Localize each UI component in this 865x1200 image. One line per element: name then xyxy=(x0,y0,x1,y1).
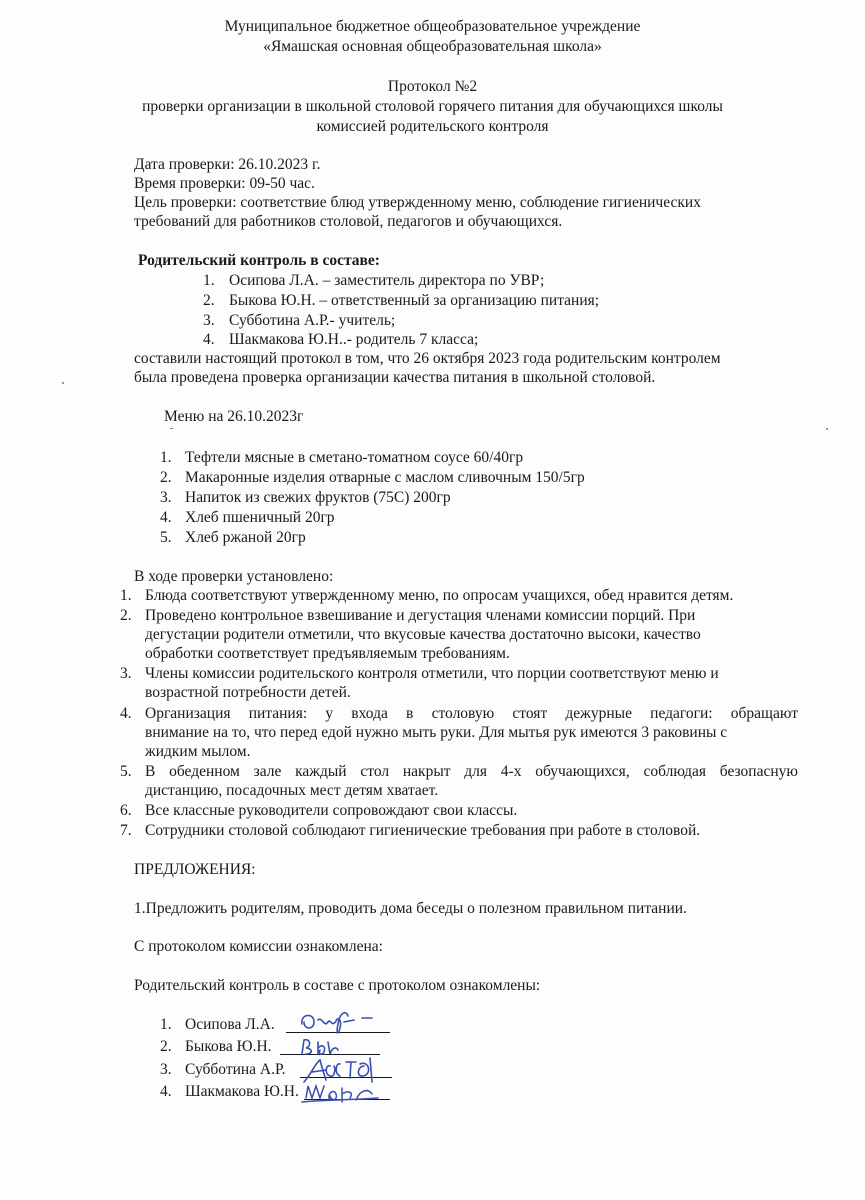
menu-item: Хлеб пшеничный 20гр xyxy=(185,509,335,526)
finding-text: дегустации родители отметили, что вкусовые качества достаточно высоки, качество xyxy=(145,626,701,643)
finding-number: 3. xyxy=(120,665,132,682)
menu-heading: Меню на 26.10.2023г xyxy=(164,408,304,425)
committee-member-number: 2. xyxy=(203,292,215,309)
signature-number: 3. xyxy=(160,1061,172,1078)
menu-item: Макаронные изделия отварные с маслом сливочным 150/5гр xyxy=(185,469,585,486)
signer-name: Быкова Ю.Н. xyxy=(185,1038,272,1055)
scan-speck xyxy=(826,428,828,430)
menu-item-number: 4. xyxy=(160,509,172,526)
signature-number: 2. xyxy=(160,1038,172,1055)
menu-item-number: 1. xyxy=(160,449,172,466)
signature-number: 4. xyxy=(160,1083,172,1100)
signer-name: Шакмакова Ю.Н. xyxy=(185,1083,299,1100)
committee-statement-line1: составили настоящий протокол в том, что 26 октября 2023 года родительским контролем xyxy=(134,350,721,367)
signer-name: Осипова Л.А. xyxy=(185,1016,275,1033)
committee-statement-line2: была проведена проверка организации качества питания в школьной столовой. xyxy=(134,369,656,386)
signature-osipova xyxy=(296,1006,396,1036)
menu-item-number: 3. xyxy=(160,489,172,506)
scan-speck xyxy=(62,382,64,384)
committee-heading: Родительский контроль в составе: xyxy=(138,252,380,269)
finding-text: обработки соответствует предъявляемым требованиям. xyxy=(145,645,510,662)
menu-item-number: 2. xyxy=(160,469,172,486)
finding-text: В обеденном зале каждый стол накрыт для 4-х обучающихся, соблюдая безопасную xyxy=(145,763,798,780)
inspection-time: Время проверки: 09-50 час. xyxy=(134,175,315,192)
finding-text: Проведено контрольное взвешивание и дегустация членами комиссии порций. При xyxy=(145,607,696,624)
committee-member-number: 3. xyxy=(203,312,215,329)
menu-item: Тефтели мясные в сметано-томатном соусе 60/40гр xyxy=(185,449,524,466)
acquainted-statement: С протоколом комиссии ознакомлена: xyxy=(134,938,383,955)
org-name-line1: Муниципальное бюджетное общеобразовательное учреждение xyxy=(224,18,641,35)
finding-number: 5. xyxy=(120,763,132,780)
finding-text: Все классные руководители сопровождают свои классы. xyxy=(145,802,518,819)
finding-number: 1. xyxy=(120,587,132,604)
inspection-goal-line1: Цель проверки: соответствие блюд утвержденному меню, соблюдение гигиенических xyxy=(134,194,701,211)
finding-text: Организация питания: у входа в столовую стоят дежурные педагоги: обращают xyxy=(145,705,798,722)
protocol-subtitle-line1: проверки организации в школьной столовой горячего питания для обучающихся школы xyxy=(142,98,723,115)
scan-speck xyxy=(170,428,173,429)
findings-heading: В ходе проверки установлено: xyxy=(134,568,334,585)
protocol-title: Протокол №2 xyxy=(387,78,478,95)
finding-text: Члены комиссии родительского контроля отметили, что порции соответствуют меню и xyxy=(145,665,719,682)
committee-member: Шакмакова Ю.Н..- родитель 7 класса; xyxy=(229,331,479,348)
inspection-goal-line2: требований для работников столовой, педагогов и обучающихся. xyxy=(134,213,563,230)
finding-number: 4. xyxy=(120,705,132,722)
finding-text: жидким мылом. xyxy=(145,743,251,760)
finding-number: 7. xyxy=(120,822,132,839)
proposals-heading: ПРЕДЛОЖЕНИЯ: xyxy=(134,861,256,878)
signer-name: Субботина А.Р. xyxy=(185,1061,286,1078)
signature-shakmakova xyxy=(300,1080,380,1106)
finding-text: возрастной потребности детей. xyxy=(145,684,351,701)
finding-number: 2. xyxy=(120,607,132,624)
finding-text: внимание на то, что перед едой нужно мыть руки. Для мытья рук имеются 3 раковины с xyxy=(145,724,728,741)
menu-item: Напиток из свежих фруктов (75С) 200гр xyxy=(185,489,451,506)
finding-text: дистанцию, посадочных мест детям хватает. xyxy=(145,782,439,799)
committee-member-number: 4. xyxy=(203,331,215,348)
inspection-date: Дата проверки: 26.10.2023 г. xyxy=(134,156,321,173)
org-name-line2: «Ямашская основная общеобразовательная школа» xyxy=(263,38,602,55)
committee-member: Быкова Ю.Н. – ответственный за организацию питания; xyxy=(229,292,600,309)
signature-number: 1. xyxy=(160,1016,172,1033)
committee-acquainted-statement: Родительский контроль в составе с протоколом ознакомлены: xyxy=(134,977,541,994)
proposal-item: 1.Предложить родителям, проводить дома беседы о полезном правильном питании. xyxy=(134,900,687,917)
protocol-subtitle-line2: комиссией родительского контроля xyxy=(316,118,549,135)
menu-item-number: 5. xyxy=(160,529,172,546)
finding-number: 6. xyxy=(120,802,132,819)
menu-item: Хлеб ржаной 20гр xyxy=(185,529,306,546)
finding-text: Блюда соответствуют утвержденному меню, по опросам учащихся, обед нравится детям. xyxy=(145,587,734,604)
committee-member: Осипова Л.А. – заместитель директора по УВР; xyxy=(229,272,545,289)
finding-text: Сотрудники столовой соблюдают гигиенические требования при работе в столовой. xyxy=(145,822,701,839)
committee-member: Субботина А.Р.- учитель; xyxy=(229,312,396,329)
committee-member-number: 1. xyxy=(203,272,215,289)
